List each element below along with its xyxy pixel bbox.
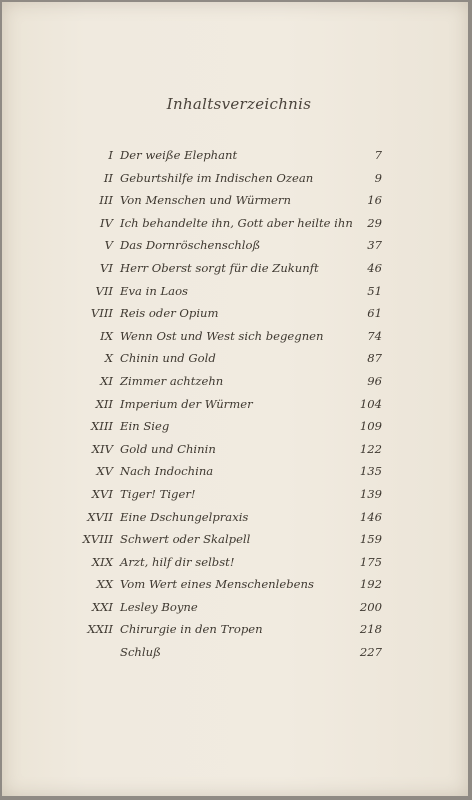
toc-entry	[2, 283, 468, 306]
page-number: 218	[359, 622, 382, 637]
chapter-title: Ein Sieg	[120, 419, 170, 434]
chapter-title: Wenn Ost und West sich begegnen	[120, 328, 324, 343]
table-of-contents	[2, 147, 468, 667]
chapter-title: Vom Wert eines Menschenlebens	[120, 577, 314, 592]
toc-entry	[2, 350, 468, 373]
chapter-title: Von Menschen und Würmern	[120, 193, 291, 208]
book-page	[2, 2, 468, 796]
toc-entry	[2, 418, 468, 441]
chapter-number: XIV	[91, 441, 113, 456]
toc-entry	[2, 328, 468, 351]
page-number: 192	[359, 577, 382, 592]
toc-entry	[2, 644, 468, 667]
chapter-number: IX	[100, 328, 113, 343]
chapter-number: XIII	[91, 419, 113, 434]
page-title: Inhaltsverzeichnis	[166, 95, 312, 113]
toc-entry	[2, 441, 468, 464]
page-number: 46	[367, 260, 382, 275]
chapter-title: Der weiße Elephant	[120, 148, 238, 162]
page-number: 200	[359, 599, 382, 614]
chapter-title: Eine Dschungelpraxis	[120, 509, 249, 524]
chapter-title: Chirurgie in den Tropen	[120, 622, 263, 637]
chapter-number: X	[104, 351, 113, 366]
chapter-title: Schluß	[120, 645, 161, 660]
chapter-number: II	[103, 170, 113, 185]
toc-entry	[2, 463, 468, 486]
page-number: 37	[367, 238, 382, 253]
chapter-number: VII	[95, 283, 113, 298]
page-number: 122	[359, 441, 382, 456]
page-number: 146	[359, 509, 382, 524]
toc-entry	[2, 215, 468, 238]
chapter-title: Zimmer achtzehn	[120, 373, 224, 388]
toc-entry	[2, 486, 468, 509]
chapter-title: Gold und Chinin	[120, 441, 216, 456]
toc-entry	[2, 554, 468, 577]
chapter-number: XVII	[87, 509, 113, 524]
page-number: 29	[367, 215, 382, 230]
chapter-number: IV	[100, 215, 113, 230]
chapter-title: Eva in Laos	[120, 283, 189, 298]
toc-entry	[2, 192, 468, 215]
chapter-number: XI	[100, 373, 113, 388]
page-number: 139	[359, 486, 382, 501]
page-number: 109	[359, 419, 382, 434]
toc-entry	[2, 531, 468, 554]
chapter-number: XII	[95, 396, 113, 411]
chapter-number: VIII	[90, 306, 113, 321]
page-number: 104	[359, 396, 382, 411]
chapter-number: XVIII	[82, 532, 113, 547]
toc-entry	[2, 599, 468, 622]
page-number: 135	[359, 464, 382, 479]
chapter-title: Tiger! Tiger!	[120, 486, 196, 501]
chapter-number: XV	[96, 464, 113, 479]
page-number: 16	[367, 193, 382, 208]
chapter-number: VI	[100, 260, 113, 275]
page-number: 159	[359, 532, 382, 547]
chapter-title: Chinin und Gold	[120, 351, 216, 366]
toc-entry	[2, 621, 468, 644]
page-number: 87	[367, 351, 382, 366]
toc-entry	[2, 373, 468, 396]
page-number: 61	[367, 306, 382, 321]
page-number: 227	[359, 645, 382, 660]
toc-entry	[2, 260, 468, 283]
page-number: 51	[367, 283, 382, 298]
page-number: 74	[367, 328, 382, 343]
chapter-number: XXI	[91, 599, 113, 614]
toc-entry	[2, 237, 468, 260]
toc-entry	[2, 509, 468, 532]
chapter-title: Reis oder Opium	[120, 306, 219, 321]
chapter-title: Lesley Boyne	[120, 599, 198, 614]
page-number: 9	[374, 170, 382, 185]
toc-entry	[2, 576, 468, 599]
chapter-title: Imperium der Würmer	[120, 396, 253, 411]
chapter-number: XX	[96, 577, 113, 592]
chapter-number: I	[108, 148, 113, 162]
chapter-number: XIX	[91, 554, 113, 569]
toc-entry	[2, 305, 468, 328]
chapter-title: Schwert oder Skalpell	[120, 532, 251, 547]
chapter-number: V	[104, 238, 113, 253]
page-number: 7	[374, 148, 382, 162]
chapter-title: Geburtshilfe im Indischen Ozean	[120, 170, 314, 185]
chapter-title: Ich behandelte ihn, Gott aber heilte ihn	[120, 215, 353, 230]
toc-entry	[2, 170, 468, 193]
chapter-number: III	[99, 193, 113, 208]
toc-entry	[2, 396, 468, 419]
chapter-number: XVI	[91, 486, 113, 501]
toc-entry	[2, 147, 468, 170]
chapter-title: Das Dornröschenschloß	[120, 238, 261, 253]
chapter-title: Herr Oberst sorgt für die Zukunft	[120, 260, 319, 275]
chapter-title: Arzt, hilf dir selbst!	[120, 554, 235, 569]
chapter-number: XXII	[87, 622, 113, 637]
page-number: 96	[367, 373, 382, 388]
chapter-title: Nach Indochina	[120, 464, 214, 479]
page-number: 175	[359, 554, 382, 569]
